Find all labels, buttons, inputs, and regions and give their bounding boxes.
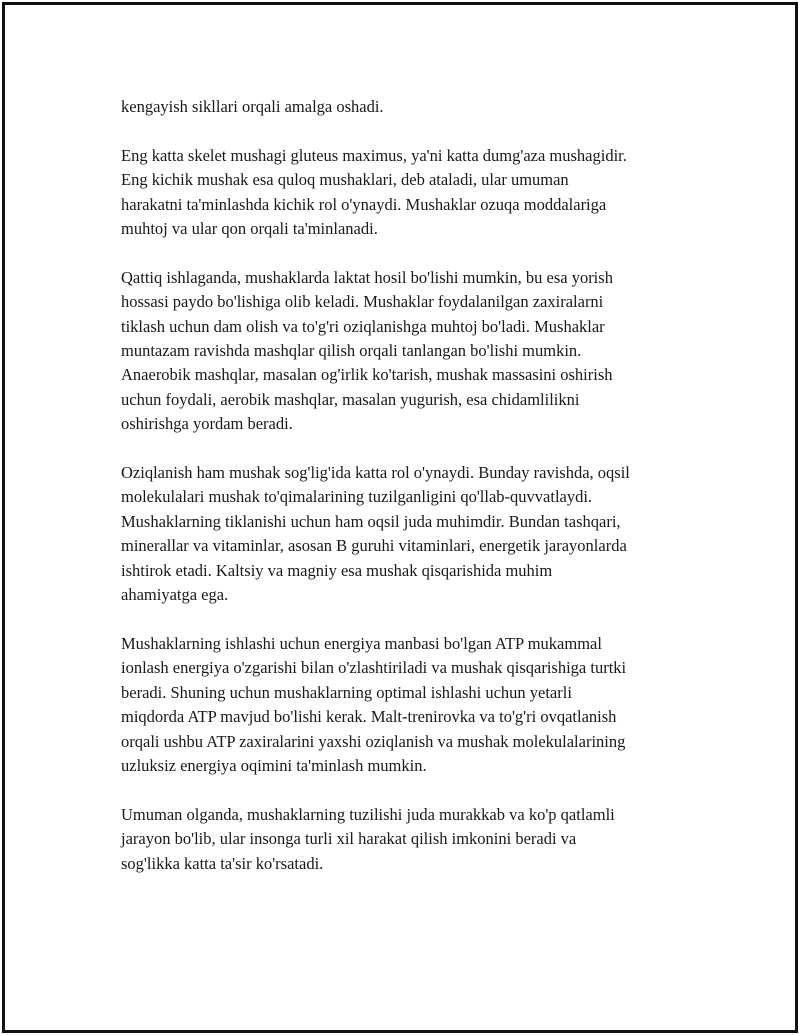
text-line: minerallar va vitaminlar, asosan B guruhi vitaminlari, energetik jarayonlarda (121, 536, 627, 556)
text-line: ishtirok etadi. Kaltsiy va magniy esa mushak qisqarishida muhim (121, 560, 553, 580)
text-line: Qattiq ishlaganda, mushaklarda laktat hosil bo'lishi mumkin, bu esa yorish (121, 267, 613, 287)
text-line: muntazam ravishda mashqlar qilish orqali tanlangan bo'lishi mumkin. (121, 341, 582, 361)
text-line: Mushaklarning tiklanishi uchun ham oqsil juda muhimdir. Bundan tashqari, (121, 511, 621, 531)
text-line: molekulalari mushak to'qimalarining tuzilganligini qo'llab-quvvatlaydi. (121, 487, 593, 507)
text-line: uzluksiz energiya oqimini ta'minlash mumkin. (121, 755, 427, 775)
paragraph (121, 803, 711, 876)
page-frame (2, 2, 798, 1033)
text-line: Anaerobik mashqlar, masalan og'irlik ko'tarish, mushak massasini oshirish (121, 365, 613, 385)
text-line: Umuman olganda, mushaklarning tuzilishi juda murakkab va ko'p qatlamli (121, 804, 615, 824)
text-line: beradi. Shuning uchun mushaklarning optimal ishlashi uchun yetarli (121, 682, 572, 702)
text-line: oshirishga yordam beradi. (121, 414, 293, 434)
text-line: harakatni ta'minlashda kichik rol o'ynaydi. Mushaklar ozuqa moddalariga (121, 194, 607, 214)
text-line: tiklash uchun dam olish va to'g'ri oziqlanishga muhtoj bo'ladi. Mushaklar (121, 316, 605, 336)
text-line: jarayon bo'lib, ular insonga turli xil harakat qilish imkonini beradi va (121, 829, 577, 849)
text-line: Mushaklarning ishlashi uchun energiya manbasi bo'lgan ATP mukammal (121, 633, 602, 653)
text-line: ionlash energiya o'zgarishi bilan o'zlashtiriladi va mushak qisqarishiga turtki (121, 658, 627, 678)
paragraph (121, 461, 711, 607)
text-line: uchun foydali, aerobik mashqlar, masalan yugurish, esa chidamlilikni (121, 389, 580, 409)
paragraph (121, 632, 711, 778)
text-line: kengayish sikllari orqali amalga oshadi. (121, 97, 384, 116)
text-line: sog'likka katta ta'sir ko'rsatadi. (121, 853, 324, 873)
text-line: muhtoj va ular qon orqali ta'minlanadi. (121, 219, 378, 239)
text-line: Eng kichik mushak esa quloq mushaklari, deb ataladi, ular umuman (121, 170, 569, 190)
text-line: ahamiyatga ega. (121, 585, 229, 605)
text-line: Oziqlanish ham mushak sog'lig'ida katta rol o'ynaydi. Bunday ravishda, oqsil (121, 463, 630, 483)
text-line: orqali ushbu ATP zaxiralarini yaxshi oziqlanish va mushak molekulalarining (121, 731, 626, 751)
paragraph (121, 144, 711, 242)
paragraph (121, 95, 711, 119)
text-line: miqdorda ATP mavjud bo'lishi kerak. Malt-trenirovka va to'g'ri ovqatlanish (121, 707, 617, 727)
document-body (121, 95, 711, 900)
text-line: Eng katta skelet mushagi gluteus maximus, ya'ni katta dumg'aza mushagidir. (121, 145, 627, 165)
text-line: hossasi paydo bo'lishiga olib keladi. Mushaklar foydalanilgan zaxiralarni (121, 292, 604, 312)
paragraph (121, 266, 711, 437)
